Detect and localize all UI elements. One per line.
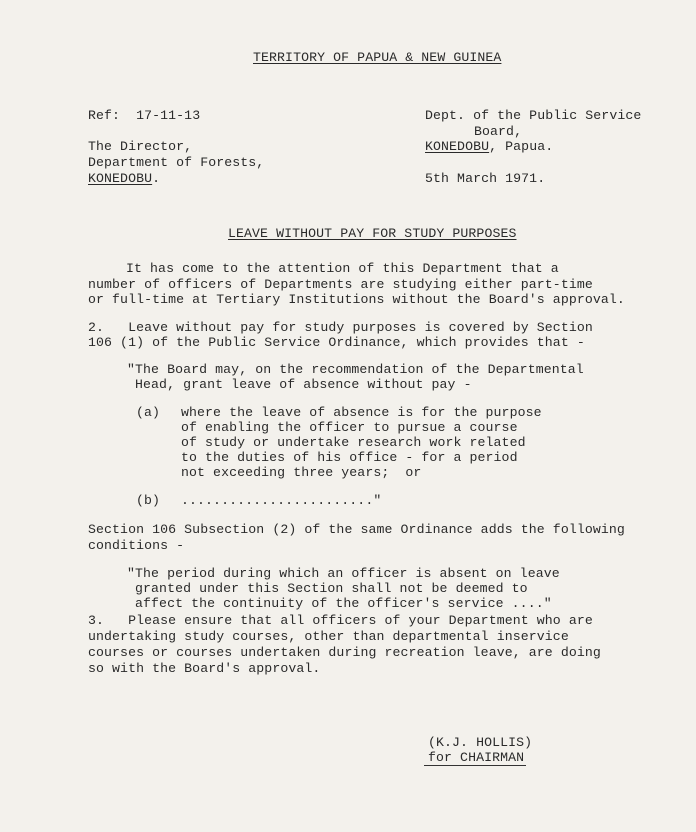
letter-date: 5th March 1971. — [425, 171, 546, 186]
para4-line: courses or courses undertaken during recreation leave, are doing — [88, 645, 601, 660]
quote2-line: affect the continuity of the officer's service ...." — [127, 596, 552, 611]
quote1-line: Head, grant leave of absence without pay - — [127, 377, 472, 392]
para1-line: or full-time at Tertiary Institutions without the Board's approval. — [88, 292, 625, 307]
signature-underline — [424, 765, 526, 766]
recipient-line1: The Director, — [88, 139, 193, 154]
quote1-line: "The Board may, on the recommendation of the Departmental — [127, 362, 584, 377]
item-b-label: (b) — [136, 493, 161, 508]
subject-heading: LEAVE WITHOUT PAY FOR STUDY PURPOSES — [228, 226, 517, 241]
reference-label: Ref: — [88, 108, 121, 123]
item-a-line: not exceeding three years; or — [181, 465, 422, 480]
item-b-text: ........................" — [181, 493, 382, 508]
recipient-city-suffix: . — [152, 171, 161, 186]
para1-line: It has come to the attention of this Department that a — [126, 261, 559, 276]
para3-line: conditions - — [88, 538, 185, 553]
recipient-city: KONEDOBU — [88, 171, 153, 186]
para2-line: 2. Leave without pay for study purposes is covered by Section — [88, 320, 593, 335]
sender-line1: Dept. of the Public Service — [425, 108, 642, 123]
para2-line: 106 (1) of the Public Service Ordinance, which provides that - — [88, 335, 585, 350]
reference-line — [88, 108, 200, 124]
signatory-name: (K.J. HOLLIS) — [428, 735, 533, 750]
para1-line: number of officers of Departments are studying either part-time — [88, 277, 593, 292]
para4-line: so with the Board's approval. — [88, 661, 321, 676]
item-a-line: of enabling the officer to pursue a course — [181, 420, 518, 435]
signatory-role: for CHAIRMAN — [428, 750, 525, 765]
reference-number: 17-11-13 — [136, 108, 201, 123]
sender-city: KONEDOBU — [425, 139, 490, 154]
sender-country: , Papua. — [489, 139, 554, 154]
item-a-label: (a) — [136, 405, 161, 420]
recipient-line2: Department of Forests, — [88, 155, 265, 170]
sender-city-line — [425, 139, 553, 155]
quote2-line: granted under this Section shall not be deemed to — [127, 581, 528, 596]
item-a-line: to the duties of his office - for a period — [181, 450, 518, 465]
para4-line: undertaking study courses, other than departmental inservice — [88, 629, 569, 644]
item-a-line: where the leave of absence is for the purpose — [181, 405, 542, 420]
sender-line2: Board, — [474, 124, 523, 139]
para4-line: 3. Please ensure that all officers of your Department who are — [88, 613, 593, 628]
item-a-line: of study or undertake research work related — [181, 435, 526, 450]
quote2-line: "The period during which an officer is absent on leave — [127, 566, 560, 581]
para3-line: Section 106 Subsection (2) of the same Ordinance adds the following — [88, 522, 625, 537]
letterhead-title: TERRITORY OF PAPUA & NEW GUINEA — [253, 50, 502, 65]
recipient-city-line — [88, 171, 160, 187]
